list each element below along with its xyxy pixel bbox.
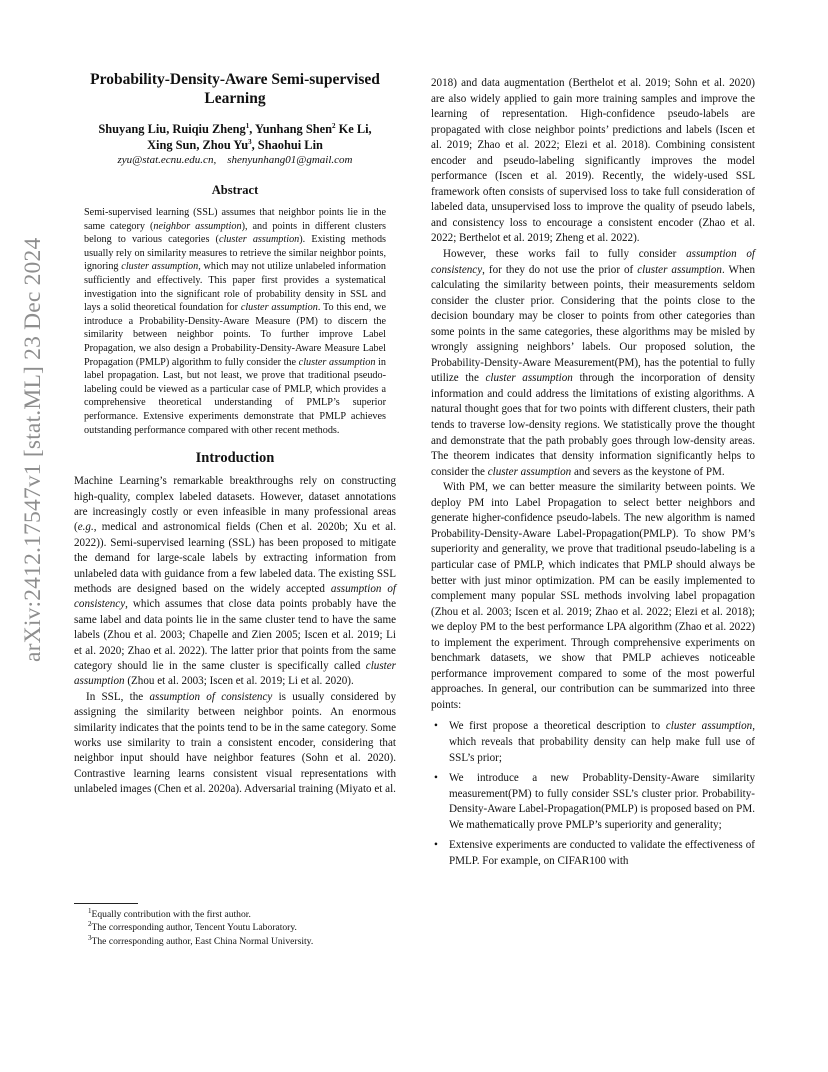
author-emails: zyu@stat.ecnu.edu.cn, shenyunhang01@gmail.com [117,154,353,166]
right-paragraph-1: 2018) and data augmentation (Berthelot et al. 2019; Sohn et al. 2020) are also widely applied to gain more training samples and improve the learning of representation. High-confidence pseudo-labels are propagated with close neighbor points’ predictions and labels (Iscen et al. 2019; Zhao et al. 2022; Elezi et al. 2018). Combining consistent encoder and pseudo-labeling significantly improves the model performance (Iscen et al. 2019). Recently, the widely-used SSL framework often consists of supervised loss to take full consideration of labeled data, unsupervised loss to improve the quality of pseudo labels, and consistency loss to encourage a consistent encoder (Zhao et al. 2022; Berthelot et al. 2019; Zheng et al. 2022). [431,77,755,245]
author-text: Shuyang Liu, Ruiqiu Zheng [98,122,246,136]
right-column [431,76,755,874]
contribution-item-1: • We first propose a theoretical description to cluster assumption, which reveals that probability density can help make full use of SSL’s prior; [431,719,755,766]
contribution-item-3: • Extensive experiments are conducted to validate the effectiveness of PMLP. For example, on CIFAR100 with [431,838,755,869]
abstract-body: Semi-supervised learning (SSL) assumes that neighbor points lie in the same category (neighbor assumption), and points in different clusters belong to various categories (cluster assumption). Existing methods usually rely on similarity measures to retrieve the similar neighbor points, ignoring cluster assumption, which may not utilize unlabeled information sufficiently and effectively. This paper first provides a systematical investigation into the significant role of probability density in SSL and lays a solid theoretical foundation for cluster assumption. To this end, we introduce a Probability-Density-Aware Measure (PM) to discern the similarity between neighbor points. To further improve Label Propagation, we also design a Probability-Density-Aware Measure Label Propagation (PMLP) algorithm to fully consider the cluster assumption in label propagation. Last, but not least, we prove that traditional pseudo-labeling could be viewed as a particular case of PMLP, which provides a comprehensive theoretical understanding of PMLP’s superior performance. Extensive experiments demonstrate that PMLP achieves outstanding performance compared with other recent methods. [84,207,387,436]
contribution-list [431,719,755,869]
right-paragraph-2: However, these works fail to fully consider assumption of consistency, for they do not use the prior of cluster assumption. When calculating the similarity between points, their measurements seldom consider the cluster prior. Considering that the points close to the decision boundary may be closer to points from other categories than some points in the same categories, these algorithms may be misled by wrongly assigning neighbors’ labels. Our proposed solution, the Probability-Density-Aware Measurement(PM), has the potential to fully utilize the cluster assumption through the incorporation of density information and could address the limitations of existing algorithms. A natural thought goes that for two points with different clusters, their path tends to traverse low-density regions. We statistically prove the thought and demonstrate that the path probably goes through low-density areas. The theorem indicates that density information significantly helps to consider the cluster assumption and severs as the keystone of PM. [431,248,756,478]
arxiv-identifier-text: arXiv:2412.17547v1 [stat.ML] 23 Dec 2024 [20,237,46,662]
author-text: , Yunhang Shen [249,122,333,136]
intro-paragraph-2: In SSL, the assumption of consistency is usually considered by assigning the similarity between neighbor points. An enormous similarity indicates that the points tend to be in the same category. Some works use similarity to train a consistent encoder, considering that neighbor input should have neighbor features (Sohn et al. 2020). Contrastive learning learns consistent visual representations with unlabeled images (Chen et al. 2020a). Adversarial training (Miyato et al. [74,690,396,796]
author-text: Ke Li, [335,122,372,136]
abstract-heading: Abstract [211,183,259,197]
left-column [74,70,396,798]
author-list [74,121,396,153]
author-text: , Shaohui Lin [251,138,323,152]
author-text: Xing Sun, Zhou Yu [147,138,249,152]
footnote-2: $^2$The corresponding author, Tencent Youtu Laboratory. [88,920,297,934]
right-paragraph-3: With PM, we can better measure the similarity between points. We deploy PM into Label Propagation to select better neighbors and generate higher-confidence pseudo-labels. The new algorithm is named Probability-Density-Aware Label-Propagation(PMLP). To show PM’s superiority and generality, we prove that traditional pseudo-labeling is a particular case of PMLP, which indicates that PMLP should always be better with just minor optimization. PM can be easily implemented to complement many popular SSL methods involving label propagation (Zhou et al. 2003; Iscen et al. 2019; Zhao et al. 2022; Elezi et al. 2018); we deploy PM to the best performance LPA algorithm (Zhao et al. 2022) to implement the experiment. Through comprehensive experiments on benchmark datasets, we show that PMLP achieves noticeable performance improvement compared to some of the most powerful approaches. In general, our contribution can be summarized into three points: [431,481,755,711]
author-footnote-mark: 1 [245,121,250,130]
intro-paragraph-1: Machine Learning’s remarkable breakthroughs rely on constructing high-quality, complex labeled datasets. However, dataset annotations are increasingly costly or even infeasible in many professional areas (e.g., medical and astronomical fields (Chen et al. 2020b; Xu et al. 2022)). Semi-supervised learning (SSL) has been proposed to mitigate the demand for large-scale labels by extracting information from unlabeled data with guidance from a few labeled data. The existing SSL methods are designed based on the widely accepted assumption of consistency, which assumes that close data points probably have the same label and data points lie in the same cluster tend to have the same labels (Zhou et al. 2003; Chapelle and Zien 2005; Iscen et al. 2019; Li et al. 2020; Zhao et al. 2022). The latter prior that points from the same category should lie in the same cluster is specifically called cluster assumption (Zhou et al. 2003; Iscen et al. 2019; Li et al. 2020). [74,475,396,688]
footnote-1: $^1$Equally contribution with the first author. [88,906,251,920]
footnote-3: $^3$The corresponding author, East China Normal University. [88,933,314,947]
footnote-rule [74,903,138,904]
footnotes [74,903,396,948]
paper-title [74,70,396,108]
title-line-2: Learning [204,90,266,107]
title-line-1: Probability-Density-Aware Semi-supervised [90,71,380,88]
introduction-heading: Introduction [195,450,275,467]
contribution-item-2: • We introduce a new Probablity-Density-Aware similarity measurement(PM) to fully consider SSL’s cluster prior. Probability-Density-Aware Label-Propagation(PMLP) is proposed based on PM. We mathematically prove PMLP’s superiority and generality; [431,771,755,833]
author-footnote-mark: 2 [332,121,336,130]
author-footnote-mark: 3 [248,137,252,146]
